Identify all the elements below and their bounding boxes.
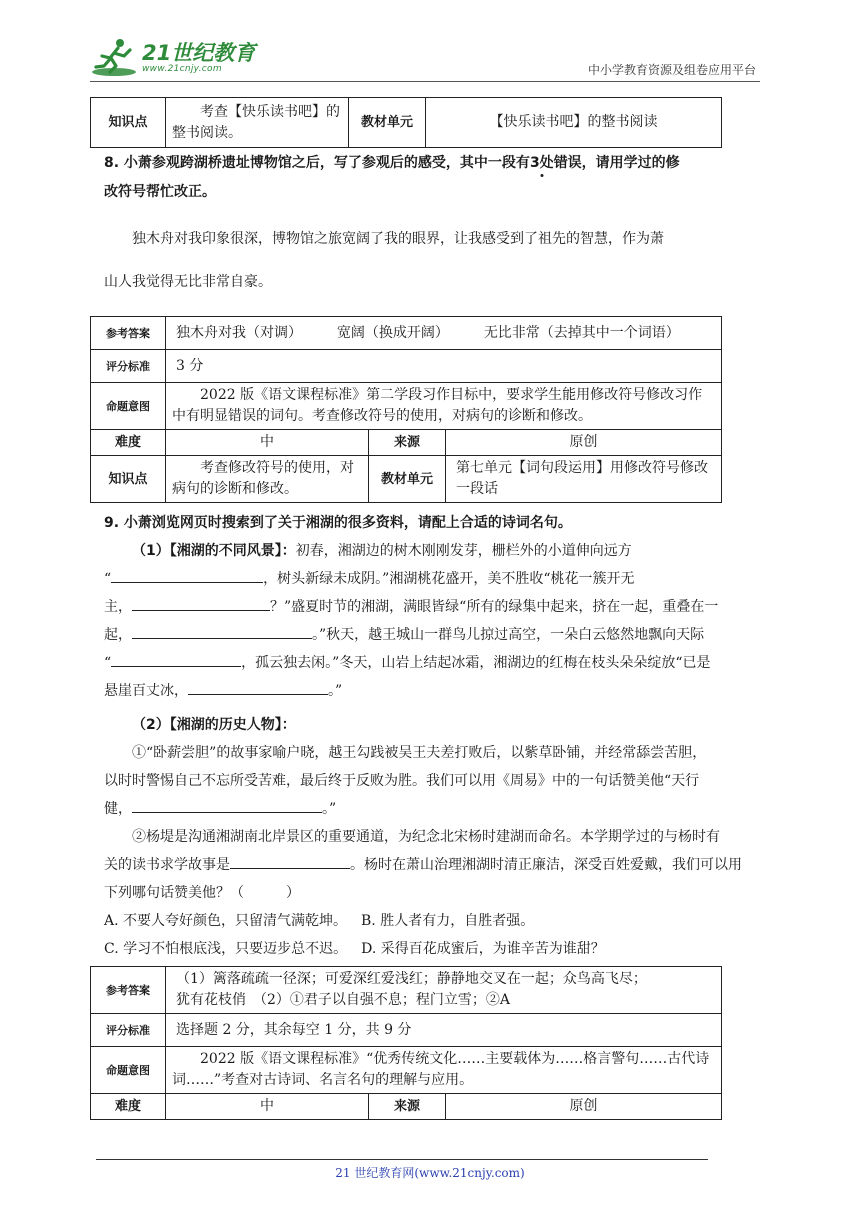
difficulty-label: 难度: [91, 430, 166, 456]
answer-blank[interactable]: [188, 678, 328, 695]
q9-part2-item2-c: 。杨时在萧山治理湘湖时清正廉洁，深受百姓爱戴，我们可以用: [350, 857, 742, 873]
source-value: 原创: [446, 430, 722, 456]
option-d[interactable]: D. 采得百花成蜜后，为谁辛苦为谁甜？: [361, 941, 605, 957]
q9-part1-text-i: ，孤云独去闲。”冬天，山岩上结起冰霜，湘湖边的红梅在枝头朵朵绽放“已是: [241, 655, 711, 671]
answer-label: 参考答案: [91, 967, 166, 1014]
runner-logo-icon: [90, 36, 140, 80]
question-9-stem: [104, 508, 764, 537]
q9-part1-text-c: ，树头新绿未成阴。”湘湖桃花盛开，美不胜收“桃花一簇开无: [263, 571, 635, 587]
option-a[interactable]: A. 不要人夸好颜色，只留清气满乾坤。: [104, 913, 348, 929]
header-divider: [90, 81, 760, 82]
table-previous-question: [90, 97, 722, 148]
q9-part2-item1-b: 以时时警惕自己不忘所受苦难，最后终于反败为胜。我们可以用《周易》中的一句话赞美他“天行: [104, 773, 700, 789]
intent-label: 命题意图: [91, 1047, 166, 1094]
unit-value: 第七单元【词句段运用】用修改符号修改一段话: [446, 456, 722, 503]
score-label: 评分标准: [91, 350, 166, 383]
q8-passage-line-2: 山人我觉得无比非常自豪。: [104, 274, 272, 290]
table-question-8: [90, 316, 722, 503]
answer-blank[interactable]: [132, 622, 312, 639]
answer-blank[interactable]: [230, 852, 350, 869]
q9-part1-text-e: ？”盛夏时节的湘湖，满眼皆绿“所有的绿集中起来，挤在一起，重叠在一: [270, 599, 719, 615]
q9-part1-text-j: 悬崖百丈冰，: [104, 683, 188, 699]
q9-part2-item1-c: 健，: [104, 801, 132, 817]
difficulty-value: 中: [166, 430, 369, 456]
footer-divider: [96, 1159, 708, 1160]
q8-stem-emphasis: 3处: [529, 155, 554, 171]
q9-part1-text-d: 主，: [104, 599, 132, 615]
answer-blank[interactable]: [132, 594, 270, 611]
open-quote: “: [104, 655, 112, 671]
table-question-9: [90, 966, 722, 1120]
answer-blank[interactable]: [111, 650, 241, 667]
answer-line-2: 犹有花枝俏 （2）①君子以自强不息；程门立雪；②A: [176, 992, 511, 1008]
option-c[interactable]: C. 学习不怕根底浅，只要迈步总不迟。: [104, 941, 348, 957]
answer-item-3: 无比非常（去掉其中一个词语）: [483, 324, 680, 341]
q9-part2-item1-a: ①“卧薪尝胆”的故事家喻户晓，越王勾践被吴王夫差打败后，以紫草卧铺，并经常舔尝苦胆，: [132, 745, 707, 761]
question-8-stem: [104, 148, 764, 206]
knowledge-value: 考查修改符号的使用，对病句的诊断和修改。: [166, 456, 369, 503]
source-label: 来源: [369, 1094, 446, 1120]
answer-blank[interactable]: [132, 796, 322, 813]
footer-link[interactable]: 21 世纪教育网(www.21cnjy.com): [335, 1166, 525, 1180]
q9-part1-text-g: 。”秋天，越王城山一群鸟儿掠过高空，一朵白云悠然地飘向天际: [312, 627, 705, 643]
open-quote: “: [104, 571, 112, 587]
q9-part1-label: （1）【湘湖的不同风景】：: [132, 543, 296, 559]
unit-label: 教材单元: [369, 456, 446, 503]
difficulty-value: 中: [166, 1094, 369, 1120]
intent-value: 2022 版《语文课程标准》第二学段习作目标中，要求学生能用修改符号修改习作中有明显错误的词句。考查修改符号的使用，对病句的诊断和修改。: [166, 383, 722, 430]
knowledge-value: 考查【快乐读书吧】的整书阅读。: [166, 98, 349, 148]
answer-line-1: （1）篱落疏疏一径深；可爱深红爱浅红；静静地交叉在一起；众鸟高飞尽；: [176, 971, 647, 987]
q9-part2: [104, 711, 764, 963]
score-value: 3 分: [166, 350, 722, 383]
source-value: 原创: [446, 1094, 722, 1120]
q8-stem-c: 错误，请用学过的修: [553, 155, 680, 171]
intent-label: 命题意图: [91, 383, 166, 430]
q8-stem-a: 8. 小萧参观跨湖桥遗址博物馆之后，写了参观后的感受，其中一段有: [104, 155, 530, 171]
score-value: 选择题 2 分，其余每空 1 分，共 9 分: [166, 1014, 722, 1047]
q9-part1-text-k: 。”: [328, 683, 343, 699]
answer-value: [166, 317, 722, 350]
q9-stem: 9. 小萧浏览网页时搜索到了关于湘湖的很多资料，请配上合适的诗词名句。: [104, 515, 572, 531]
unit-label: 教材单元: [349, 98, 426, 148]
q9-part1-text-f: 起，: [104, 627, 132, 643]
q8-passage-line-1: 独木舟对我印象很深，博物馆之旅宽阔了我的眼界，让我感受到了祖先的智慧，作为萧: [132, 231, 664, 247]
answer-item-2: 宽阔（换成开阔）: [336, 324, 449, 341]
unit-value: 【快乐读书吧】的整书阅读: [426, 98, 722, 148]
q9-part2-item1-d: 。”: [322, 801, 337, 817]
q9-part1: [104, 537, 764, 705]
knowledge-label: 知识点: [91, 98, 166, 148]
answer-value: [166, 967, 722, 1014]
knowledge-label: 知识点: [91, 456, 166, 503]
logo-wordmark: 21世纪教育: [142, 40, 256, 65]
q8-stem-d: 改符号帮忙改正。: [104, 184, 216, 200]
site-logo[interactable]: [90, 36, 255, 80]
answer-blank[interactable]: [111, 566, 263, 583]
intent-value: 2022 版《语文课程标准》“优秀传统文化……主要载体为……格言警句……古代诗词……”考查对古诗词、名言名句的理解与应用。: [166, 1047, 722, 1094]
answer-item-1: 独木舟对我（对调）: [176, 324, 302, 341]
q9-part2-item2-b: 关的读书求学故事是: [104, 857, 230, 873]
source-label: 来源: [369, 430, 446, 456]
q9-part2-label: （2）【湘湖的历史人物】：: [132, 717, 296, 733]
q9-part2-item2-a: ②杨堤是沟通湘湖南北岸景区的重要通道，为纪念北宋杨时建湖而命名。本学期学过的与杨时有: [132, 829, 720, 845]
logo-url: www.21cnjy.com: [142, 63, 222, 74]
q9-part1-text-a: 初春，湘湖边的树木刚刚发芽，栅栏外的小道伸向远方: [295, 543, 632, 559]
q9-part2-item2-d: 下列哪句话赞美他？（ ）: [104, 885, 300, 901]
answer-label: 参考答案: [91, 317, 166, 350]
score-label: 评分标准: [91, 1014, 166, 1047]
difficulty-label: 难度: [91, 1094, 166, 1120]
option-b[interactable]: B. 胜人者有力，自胜者强。: [361, 913, 535, 929]
page-header: [90, 36, 760, 80]
platform-name: 中小学教育资源及组卷应用平台: [587, 63, 756, 77]
